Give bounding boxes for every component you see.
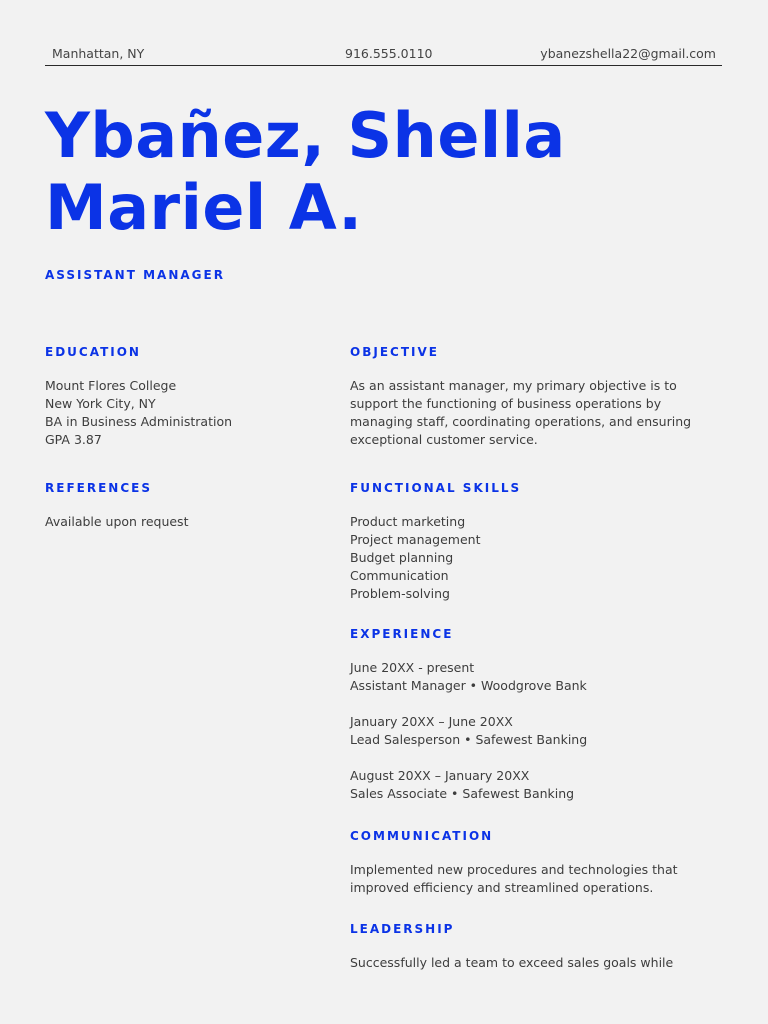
job-title: ASSISTANT MANAGER [45, 268, 225, 282]
leadership-heading: LEADERSHIP [350, 922, 455, 936]
skills-heading: FUNCTIONAL SKILLS [350, 481, 522, 495]
objective-line: As an assistant manager, my primary objective is to [350, 378, 677, 393]
communication-line: Implemented new procedures and technologies that [350, 862, 678, 877]
skills-list [350, 513, 710, 603]
contact-phone: 916.555.0110 [345, 46, 433, 61]
objective-body [350, 377, 710, 449]
references-body [45, 513, 315, 531]
objective-line: exceptional customer service. [350, 432, 538, 447]
references-heading: REFERENCES [45, 481, 152, 495]
education-line: Mount Flores College [45, 378, 177, 393]
education-body [45, 377, 315, 449]
name-line-1: Ybañez, Shella [45, 99, 566, 172]
skill-item: Problem-solving [350, 586, 450, 601]
skill-item: Communication [350, 568, 449, 583]
experience-dates: June 20XX - present [350, 660, 475, 675]
skill-item: Product marketing [350, 514, 466, 529]
communication-heading: COMMUNICATION [350, 829, 494, 843]
experience-heading: EXPERIENCE [350, 627, 454, 641]
skills-section [350, 480, 710, 603]
education-line: New York City, NY [45, 396, 156, 411]
experience-entry [350, 713, 710, 749]
education-line: GPA 3.87 [45, 432, 102, 447]
contact-bar [45, 44, 722, 66]
education-heading: EDUCATION [45, 345, 141, 359]
skill-item: Project management [350, 532, 481, 547]
candidate-name [45, 100, 685, 244]
name-line-2: Mariel A. [45, 171, 363, 244]
education-section [45, 344, 315, 449]
skill-item: Budget planning [350, 550, 454, 565]
experience-role: Assistant Manager • Woodgrove Bank [350, 678, 587, 693]
communication-section [350, 828, 710, 897]
education-line: BA in Business Administration [45, 414, 233, 429]
leadership-body [350, 954, 710, 972]
experience-list [350, 659, 710, 803]
experience-entry [350, 659, 710, 695]
experience-dates: August 20XX – January 20XX [350, 768, 530, 783]
experience-role: Lead Salesperson • Safewest Banking [350, 732, 588, 747]
objective-line: managing staff, coordinating operations, and ensuring [350, 414, 692, 429]
leadership-section [350, 921, 710, 972]
communication-body [350, 861, 710, 897]
experience-entry [350, 767, 710, 803]
references-text: Available upon request [45, 514, 189, 529]
contact-email: ybanezshella22@gmail.com [540, 46, 716, 61]
experience-section [350, 626, 710, 803]
experience-dates: January 20XX – June 20XX [350, 714, 513, 729]
communication-line: improved efficiency and streamlined operations. [350, 880, 654, 895]
references-section [45, 480, 315, 531]
objective-line: support the functioning of business operations by [350, 396, 662, 411]
objective-section [350, 344, 710, 449]
objective-heading: OBJECTIVE [350, 345, 439, 359]
experience-role: Sales Associate • Safewest Banking [350, 786, 575, 801]
contact-location: Manhattan, NY [52, 46, 145, 61]
leadership-line: Successfully led a team to exceed sales goals while [350, 955, 674, 970]
